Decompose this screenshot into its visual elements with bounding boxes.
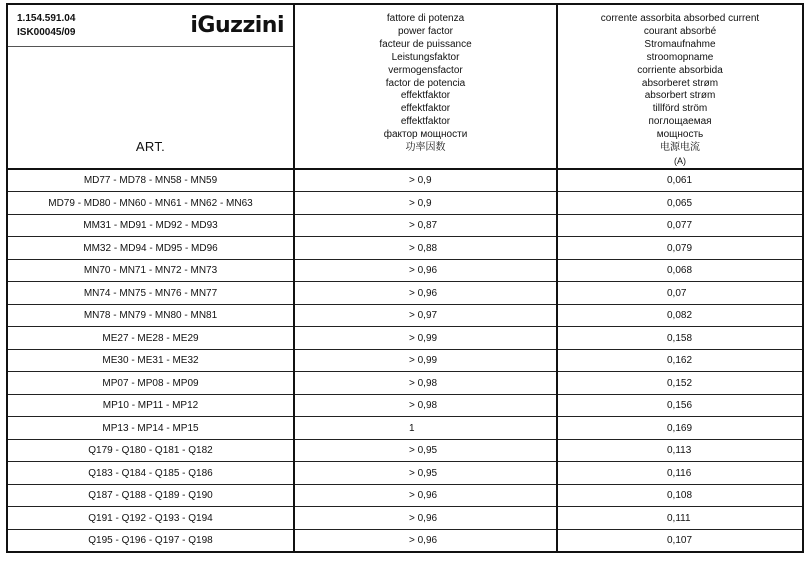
- table-row: [7, 282, 803, 305]
- article-codes: MP13 - MP14 - MP15: [7, 417, 294, 440]
- current-value: 0,111: [557, 507, 803, 530]
- current-value: 0,061: [557, 169, 803, 192]
- power-factor-value: > 0,87: [294, 214, 557, 237]
- article-codes: Q195 - Q196 - Q197 - Q198: [7, 529, 294, 552]
- current-value: 0,158: [557, 327, 803, 350]
- header-label-line: fattore di potenza: [386, 13, 465, 24]
- power-factor-value: > 0,9: [294, 192, 557, 215]
- header-label-line: effektfaktor: [400, 90, 451, 102]
- power-factor-value: > 0,98: [294, 372, 557, 395]
- header-label-line: effektfaktor: [400, 103, 451, 115]
- current-value: 0,108: [557, 484, 803, 507]
- table-row: [7, 349, 803, 372]
- table-row: [7, 214, 803, 237]
- article-codes: Q191 - Q192 - Q193 - Q194: [7, 507, 294, 530]
- power-factor-value: > 0,96: [294, 259, 557, 282]
- header-label-line: courant absorbé: [643, 25, 717, 37]
- current-value: 0,068: [557, 259, 803, 282]
- table-row: [7, 372, 803, 395]
- article-codes: MP07 - MP08 - MP09: [7, 372, 294, 395]
- header-label-line: Stromaufnahme: [644, 38, 716, 50]
- table-row: [7, 484, 803, 507]
- current-value: 0,077: [557, 214, 803, 237]
- header-label-line: поглощаемая: [648, 116, 712, 128]
- header-label-line: фактор мощности: [383, 129, 468, 141]
- article-codes: MP10 - MP11 - MP12: [7, 394, 294, 417]
- art-label: ART.: [135, 138, 166, 154]
- current-value: 0,065: [557, 192, 803, 215]
- doc-info-cell: [7, 4, 294, 46]
- doc-code: ISK00045/09: [17, 27, 76, 38]
- power-factor-value: > 0,97: [294, 304, 557, 327]
- header-label-line: (A): [674, 155, 686, 166]
- table-row: [7, 507, 803, 530]
- art-header: [7, 46, 294, 168]
- header-label-line: stroomopname: [646, 51, 714, 63]
- current-value: 0,169: [557, 417, 803, 440]
- table-row: [7, 439, 803, 462]
- header-label-line: Leistungsfaktor: [391, 51, 460, 63]
- table-body: [7, 169, 803, 553]
- header-label-line: absorbert strøm: [644, 90, 716, 102]
- header-label-line: corriente absorbida: [637, 64, 723, 76]
- header-label-line: absorberet strøm: [641, 77, 719, 89]
- current-value: 0,152: [557, 372, 803, 395]
- article-codes: MN74 - MN75 - MN76 - MN77: [7, 282, 294, 305]
- current-value: 0,162: [557, 349, 803, 372]
- header-label-line: effektfaktor: [400, 116, 451, 128]
- power-factor-value: > 0,95: [294, 462, 557, 485]
- article-codes: Q179 - Q180 - Q181 - Q182: [7, 439, 294, 462]
- power-factor-value: > 0,98: [294, 394, 557, 417]
- power-factor-value: > 0,96: [294, 484, 557, 507]
- power-factor-value: > 0,96: [294, 282, 557, 305]
- header-label-line: facteur de puissance: [379, 38, 472, 50]
- power-factor-header: [294, 4, 557, 169]
- power-factor-value: > 0,99: [294, 349, 557, 372]
- header-label-line: 功率因数: [405, 142, 446, 154]
- header-label-line: corrente assorbita absorbed current: [600, 13, 760, 24]
- article-codes: MD77 - MD78 - MN58 - MN59: [7, 169, 294, 192]
- power-factor-labels: [295, 5, 556, 155]
- power-factor-value: > 0,88: [294, 237, 557, 260]
- article-codes: MN78 - MN79 - MN80 - MN81: [7, 304, 294, 327]
- current-value: 0,156: [557, 394, 803, 417]
- header-label-line: power factor: [397, 25, 454, 37]
- table-row: [7, 169, 803, 192]
- current-value: 0,107: [557, 529, 803, 552]
- table-row: [7, 462, 803, 485]
- power-factor-value: > 0,96: [294, 529, 557, 552]
- article-codes: Q183 - Q184 - Q185 - Q186: [7, 462, 294, 485]
- header-label-line: tillförd ström: [652, 103, 708, 115]
- current-value: 0,082: [557, 304, 803, 327]
- table-row: [7, 327, 803, 350]
- current-value: 0,07: [557, 282, 803, 305]
- power-factor-value: 1: [294, 417, 557, 440]
- current-value: 0,113: [557, 439, 803, 462]
- doc-number: 1.154.591.04: [17, 13, 76, 24]
- header-label-line: factor de potencia: [385, 77, 466, 89]
- power-factor-value: > 0,99: [294, 327, 557, 350]
- power-factor-value: > 0,95: [294, 439, 557, 462]
- table-row: [7, 529, 803, 552]
- table-row: [7, 304, 803, 327]
- current-value: 0,116: [557, 462, 803, 485]
- article-codes: MM32 - MD94 - MD95 - MD96: [7, 237, 294, 260]
- power-factor-value: > 0,96: [294, 507, 557, 530]
- table-row: [7, 417, 803, 440]
- article-codes: MM31 - MD91 - MD92 - MD93: [7, 214, 294, 237]
- header-label-line: vermogensfactor: [388, 64, 463, 76]
- iguzzini-logo: iGuzzini: [190, 13, 284, 38]
- power-factor-value: > 0,9: [294, 169, 557, 192]
- current-value: 0,079: [557, 237, 803, 260]
- current-header: [557, 4, 803, 169]
- specification-table: [6, 3, 804, 553]
- table-row: [7, 259, 803, 282]
- table-row: [7, 237, 803, 260]
- table-row: [7, 394, 803, 417]
- data-sheet: [6, 3, 802, 569]
- current-labels: [558, 5, 802, 168]
- article-codes: MD79 - MD80 - MN60 - MN61 - MN62 - MN63: [7, 192, 294, 215]
- table-header: [7, 4, 803, 169]
- header-label-line: 电源电流: [660, 142, 700, 154]
- table-row: [7, 192, 803, 215]
- article-codes: Q187 - Q188 - Q189 - Q190: [7, 484, 294, 507]
- article-codes: MN70 - MN71 - MN72 - MN73: [7, 259, 294, 282]
- article-codes: ME27 - ME28 - ME29: [7, 327, 294, 350]
- article-codes: ME30 - ME31 - ME32: [7, 349, 294, 372]
- header-label-line: мощность: [656, 129, 704, 141]
